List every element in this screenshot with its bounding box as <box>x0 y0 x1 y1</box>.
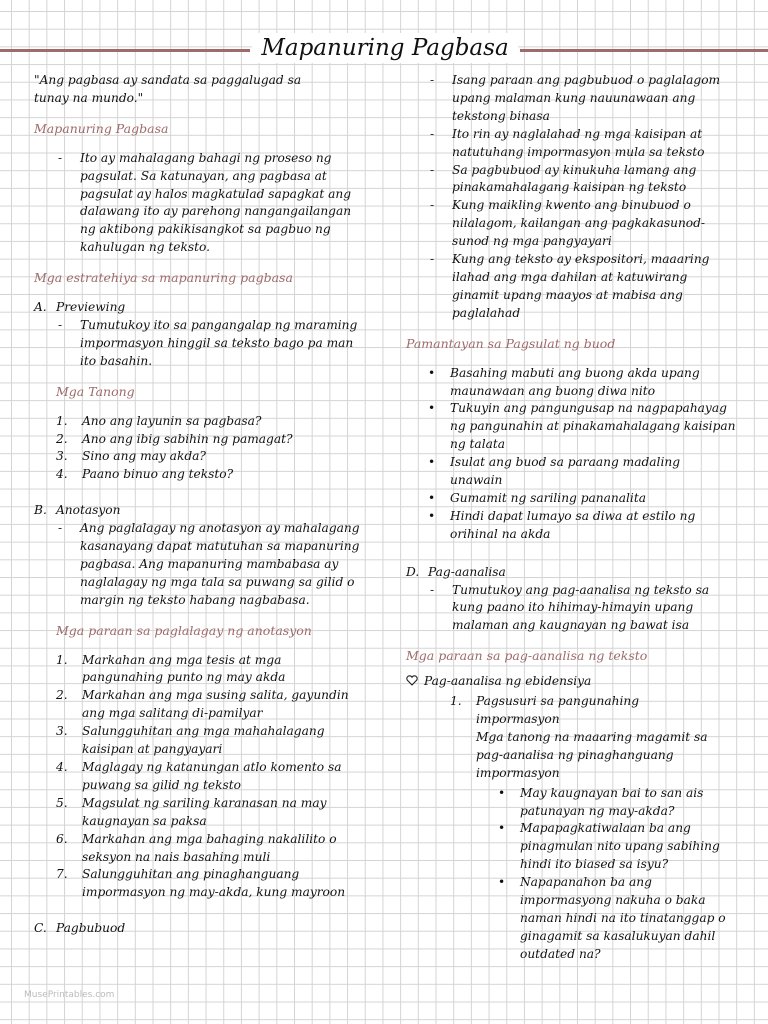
definition-text: Ito ay mahalagang bahagi ng proseso ng pagsulat. Sa katunayan, ang pagbasa at pagsulat ay halos magkatulad sapagkat ang dalawang ito ay parehong nangangailangan ng aktibong pakikisangkot sa pagbuo ng kahulugan ng teksto. <box>80 150 352 255</box>
list-item: 3. Salungguhitan ang mga mahahalagang kaisipan at pangyayari <box>56 724 325 757</box>
subheading-pamantayan: Pamantayan sa Pagsulat ng buod <box>406 335 616 351</box>
pagsusuri-title: Pagsusuri sa pangunahing impormasyon <box>476 694 640 726</box>
list-item: • Tukuyin ang pangungusap na nagpapahayag ng pangunahin at pinakamahalagang kaisipan ng talata <box>428 401 736 452</box>
list-item: • Mapapagkatiwalaan ba ang pinagmulan nito upang sabihing hindi ito biased sa isyu? <box>498 821 720 872</box>
strategy-b-heading <box>34 502 366 520</box>
quote: "Ang pagbasa ay sandata sa paggalugad sa tunay na mundo." <box>34 73 302 105</box>
subheading-mga-tanong: Mga Tanong <box>56 383 135 399</box>
list-item: • May kaugnayan bai to san ais patunayan ng may-akda? <box>498 785 704 818</box>
paraan-list <box>34 652 366 903</box>
list-item: • Hindi dapat lumayo sa diwa at estilo ng orihinal na akda <box>428 508 696 541</box>
letter-marker: B. <box>34 503 47 518</box>
list-item: 4. Paano binuo ang teksto? <box>56 467 234 482</box>
strategy-d-title: Pag-aanalisa <box>428 564 506 579</box>
list-item: 1. Markahan ang mga tesis at mga pangunahing punto ng may akda <box>56 652 286 685</box>
dash-marker: - <box>58 317 63 332</box>
list-item: • Isulat ang buod sa paraang madaling unawain <box>428 455 680 488</box>
title-rule-right <box>520 49 768 52</box>
tanong-list <box>34 413 366 485</box>
list-item: - Kung ang teksto ay ekspositori, maaaring ilahad ang mga dahilan at katuwirang ginamit upang maayos at mabisa ang paglalahad <box>430 252 710 320</box>
letter-marker: C. <box>34 921 47 936</box>
strategy-b-item <box>34 520 366 610</box>
pagsusuri-text: Mga tanong na maaaring magamit sa pag-aanalisa ng pinaghanguang impormasyon <box>476 729 708 780</box>
list-item: 2. Markahan ang mga susing salita, gayundin ang mga salitang di-pamilyar <box>56 688 349 721</box>
ebidensiya-title: Pag-aanalisa ng ebidensiya <box>424 674 592 689</box>
list-item: 7. Salungguhitan ang pinaghanguang impormasyon ng may-akda, kung mayroon <box>56 867 346 900</box>
strategy-a-item <box>34 317 366 371</box>
strategy-d-item <box>406 582 736 636</box>
heart-icon <box>406 673 424 691</box>
strategy-d-text: Tumutukoy ang pag-aanalisa ng teksto sa kung paano ito hihimay-himayin upang malaman ang kaugnayan ng bawat isa <box>452 582 710 633</box>
ebidensiya-heading <box>406 673 736 691</box>
strategy-c-heading <box>34 920 366 938</box>
list-item: - Sa pagbubuod ay kinukuha lamang ang pinakamahalagang kaisipan ng teksto <box>430 162 697 195</box>
list-item: 4. Maglagay ng katanungan atlo komento sa puwang sa gilid ng teksto <box>56 760 342 792</box>
pagsusuri-questions <box>406 785 736 964</box>
title-rule-left <box>0 49 250 52</box>
list-item: 1. Ano ang layunin sa pagbasa? <box>56 413 262 428</box>
letter-marker: D. <box>406 564 420 579</box>
section-heading-mapanuring: Mapanuring Pagbasa <box>34 120 169 136</box>
definition-item <box>34 150 366 257</box>
list-item: 2. Ano ang ibig sabihin ng pamagat? <box>56 431 293 446</box>
list-item: - Kung maikling kwento ang binubuod o nilalagom, kailangan ang pagkakasunod-sunod ng mga pangyayari <box>430 198 706 249</box>
section-heading-estratehiya: Mga estratehiya sa mapanuring pagbasa <box>34 270 293 286</box>
list-item: 5. Magsulat ng sariling karanasan na may kaugnayan sa paksa <box>56 795 327 828</box>
list-item: 6. Markahan ang mga bahaging nakalilito o seksyon na nais basahing muli <box>56 831 337 864</box>
footer-credit: MusePrintables.com <box>24 990 115 1000</box>
strategy-a-title: Previewing <box>56 300 126 315</box>
list-item: - Ito rin ay naglalahad ng mga kaisipan at natutuhang impormasyon mula sa teksto <box>430 126 705 159</box>
strategy-b-text: Ang paglalagay ng anotasyon ay mahalagang kasanayang dapat matutuhan sa mapanuring pagbasa. Ang mapanuring mambabasa ay naglalagay ng mga tala sa puwang sa gilid o margin ng teksto habang nagbabasa. <box>80 521 360 607</box>
dash-marker: - <box>58 521 63 536</box>
page-header <box>0 33 768 63</box>
strategy-b-title: Anotasyon <box>56 503 121 518</box>
right-column <box>406 72 736 964</box>
list-item: • Napapanahon ba ang impormasyong nakuha o baka naman hindi na ito tinatanggap o ginagamit sa kasalukuyan dahil outdated na? <box>498 875 726 961</box>
list-item: 3. Sino ang may akda? <box>56 449 206 464</box>
subheading-paraan-aanalisa: Mga paraan sa pag-aanalisa ng teksto <box>406 648 648 664</box>
strategy-c-title: Pagbubuod <box>56 921 126 936</box>
subheading-paraan-anotasyon: Mga paraan sa paglalagay ng anotasyon <box>56 622 312 638</box>
strategy-a-text: Tumutukoy ito sa pangangalap ng maraming impormasyon hinggil sa teksto bago pa man ito basahin. <box>80 317 358 368</box>
pagsusuri-item: 1. Pagsusuri sa pangunahing impormasyon <box>406 693 736 729</box>
strategy-d-heading <box>406 564 736 582</box>
list-item: - Isang paraan ang pagbubuod o paglalagom upang malaman kung nauunawaan ang tekstong binasa <box>430 73 721 123</box>
page-title: Mapanuring Pagbasa <box>252 33 518 63</box>
list-item: • Basahing mabuti ang buong akda upang maunawaan ang buong diwa nito <box>428 365 700 398</box>
letter-marker: A. <box>34 300 47 315</box>
list-item: • Gumamit ng sariling pananalita <box>428 490 646 505</box>
left-column <box>34 72 366 938</box>
dash-marker: - <box>430 582 435 597</box>
dash-marker: - <box>58 150 63 165</box>
strategy-a-heading <box>34 299 366 317</box>
pagbubuod-list <box>406 72 736 323</box>
pamantayan-list <box>406 365 736 544</box>
